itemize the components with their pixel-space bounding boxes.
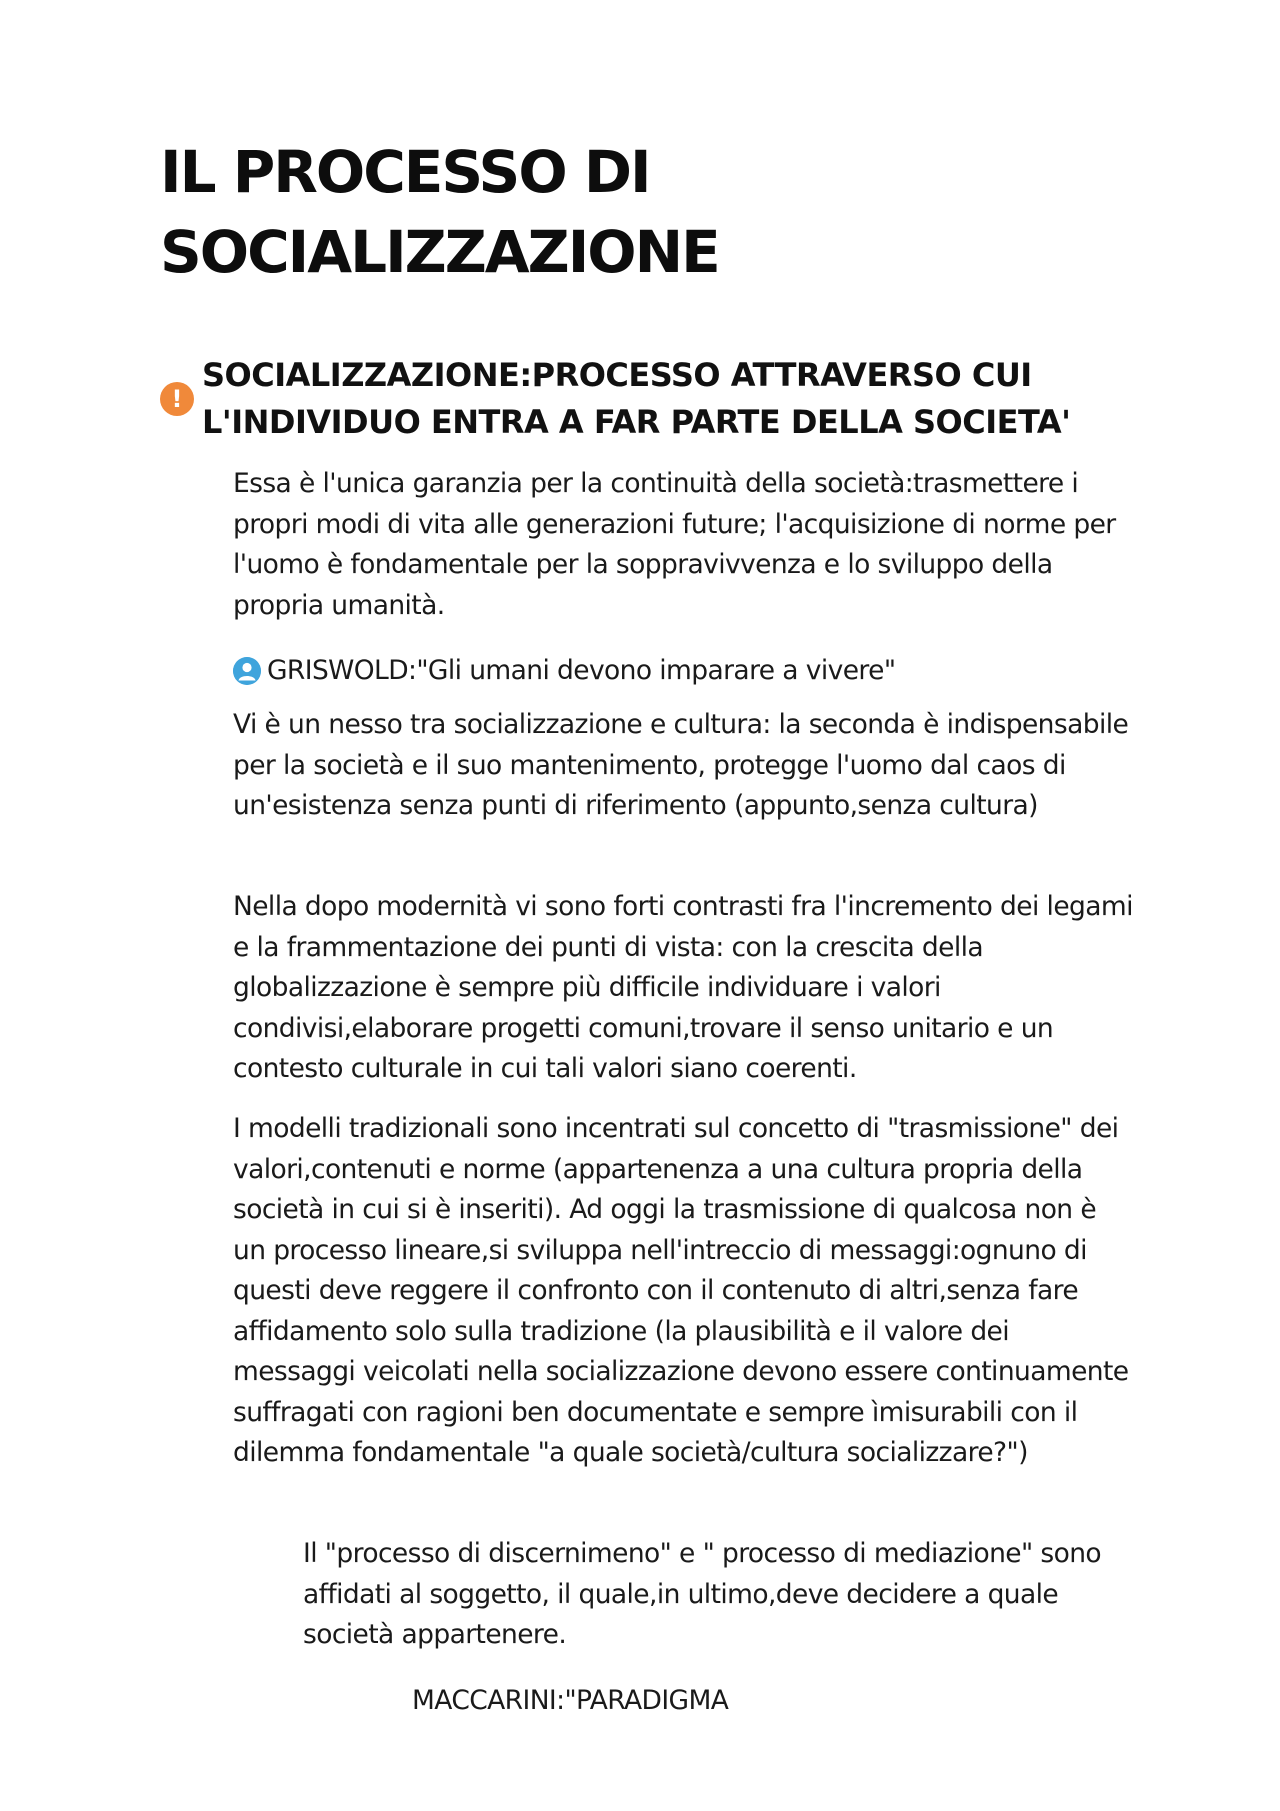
paragraph-postmodernity: Nella dopo modernità vi sono forti contrasti fra l'incremento dei legami e la frammentazione dei punti di vista: con la crescita della globalizzazione è sempre più difficile individuare i valori condivisi,elaborare progetti comuni,trovare il senso unitario e un contesto culturale in cui tali valori siano coerenti.: [233, 891, 1133, 1084]
page-title: IL PROCESSO DI SOCIALIZZAZIONE: [160, 138, 719, 286]
paragraph-traditional-models: I modelli tradizionali sono incentrati sul concetto di "trasmissione" dei valori,contenuti e norme (appartenenza a una cultura propria della società in cui si è inseriti). Ad oggi la trasmissione di qualcosa non è un processo lineare,si sviluppa nell'intreccio di messaggi:ognuno di questi deve reggere il confronto con il contenuto di altri,senza fare affidamento solo sulla tradizione (la plausibilità e il valore dei messaggi veicolati nella socializzazione devono essere continuamente suffragati con ragioni ben documentate e sempre ìmisurabili con il dilemma fondamentale "a quale società/cultura socializzare?"): [233, 1113, 1129, 1468]
exclamation-icon: !: [160, 382, 194, 416]
callout-heading: SOCIALIZZAZIONE:PROCESSO ATTRAVERSO CUI L'INDIVIDUO ENTRA A FAR PARTE DELLA SOCIETA': [202, 356, 1071, 441]
person-icon: [233, 657, 261, 685]
paragraph-continuity: Essa è l'unica garanzia per la continuità della società:trasmettere i propri modi di vita alle generazioni future; l'acquisizione di norme per l'uomo è fondamentale per la soppravivvenza e lo sviluppo della propria umanità.: [233, 468, 1116, 621]
quote-text: GRISWOLD:"Gli umani devono imparare a vivere": [267, 655, 896, 686]
griswold-quote: [233, 651, 1133, 691]
paragraph-discernment: Il "processo di discernimeno" e " processo di mediazione" sono affidati al soggetto, il quale,in ultimo,deve decidere a quale società appartenere.: [303, 1538, 1102, 1650]
paragraph-culture: Vi è un nesso tra socializzazione e cultura: la seconda è indispensabile per la società e il suo mantenimento, protegge l'uomo dal caos di un'esistenza senza punti di riferimento (appunto,senza cultura): [233, 709, 1129, 821]
paragraph-maccarini: MACCARINI:"PARADIGMA: [412, 1685, 729, 1716]
